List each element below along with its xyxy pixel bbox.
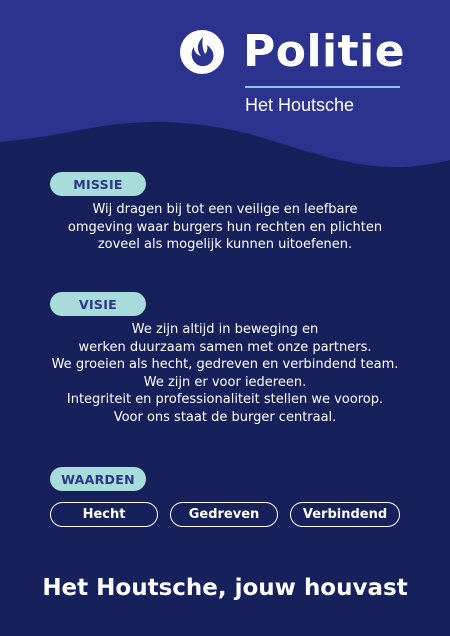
visie-line: Integriteit en professionaliteit stellen we voorop. <box>66 392 384 407</box>
waarden-label: WAARDEN <box>50 467 146 491</box>
missie-label: MISSIE <box>50 172 146 196</box>
missie-text <box>30 201 420 254</box>
value-hecht: Hecht <box>50 502 158 527</box>
zone-name: Het Houtsche <box>245 95 355 115</box>
visie-line: We zijn er voor iedereen. <box>143 374 307 390</box>
flame-icon <box>180 30 224 74</box>
value-verbindend: Verbindend <box>290 502 400 527</box>
visie-line: We groeien als hecht, gedreven en verbindend team. <box>51 357 399 372</box>
missie-line: zoveel als mogelijk kunnen uitoefenen. <box>97 237 353 252</box>
slogan: Het Houtsche, jouw houvast <box>42 575 408 601</box>
visie-line: werken duurzaam samen met onze partners. <box>78 339 372 355</box>
visie-line: Voor ons staat de burger centraal. <box>113 409 337 425</box>
visie-label: VISIE <box>50 292 146 316</box>
brand-name: Politie <box>243 26 406 77</box>
brand-underline <box>245 86 400 88</box>
value-gedreven: Gedreven <box>170 502 278 527</box>
police-logo <box>180 30 224 74</box>
missie-line: omgeving waar burgers hun rechten en plichten <box>67 219 383 235</box>
missie-line: Wij dragen bij tot een veilige en leefbare <box>92 202 358 217</box>
visie-text <box>30 321 420 426</box>
visie-line: We zijn altijd in beweging en <box>131 322 319 337</box>
